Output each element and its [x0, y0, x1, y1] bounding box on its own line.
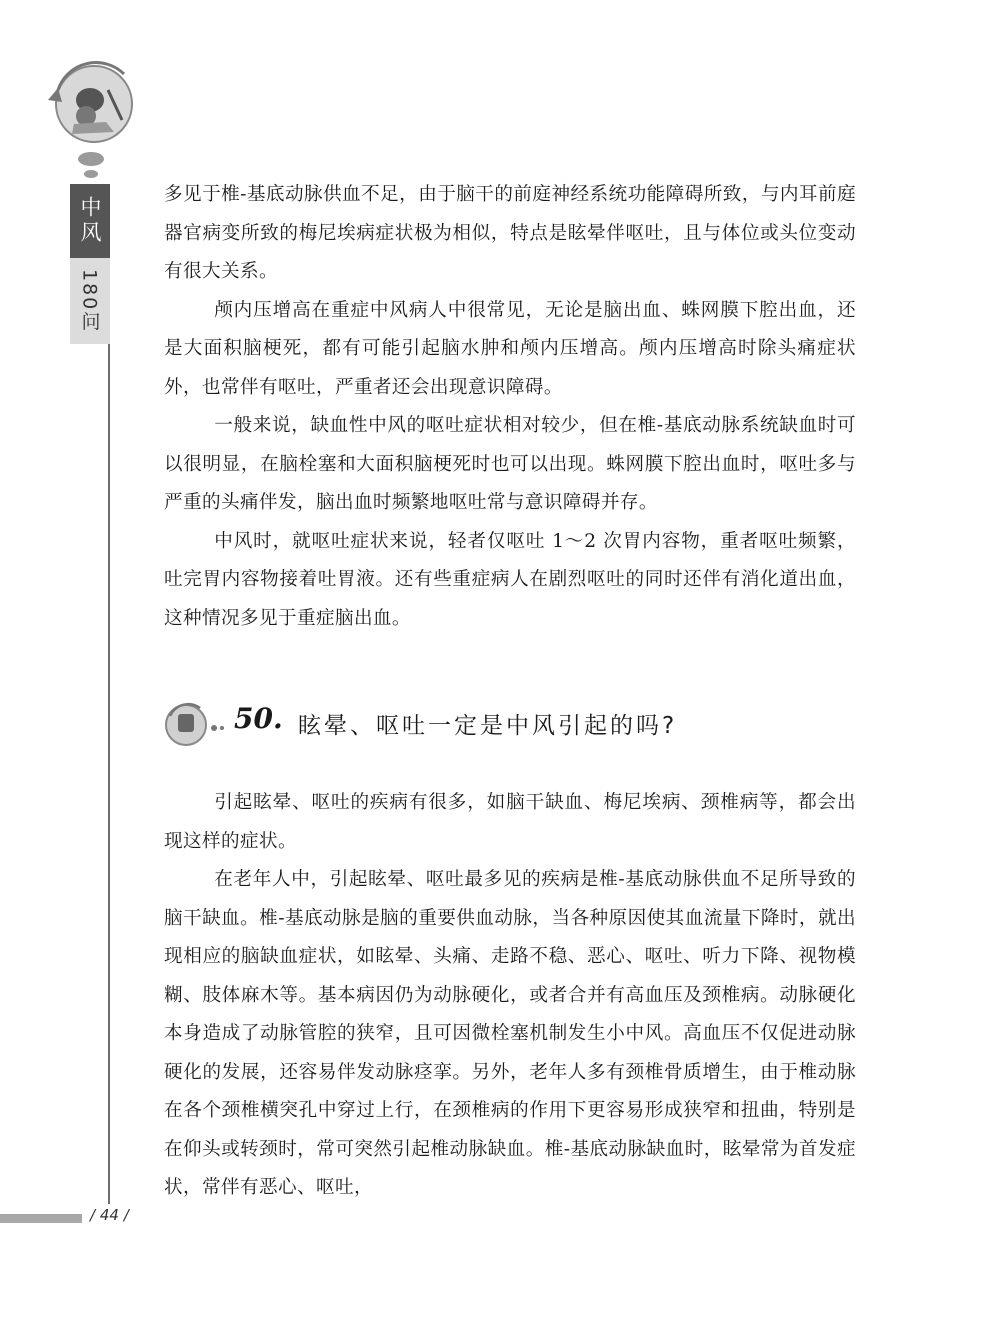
paragraph: 在老年人中，引起眩晕、呕吐最多见的疾病是椎-基底动脉供血不足所导致的脑干缺血。椎-基底动脉是脑的重要供血动脉，当各种原因使其血流量下降时，就出现相应的脑缺血症状，如眩晕、头痛、走路不稳、恶心、呕吐、听力下降、视物模糊、肢体麻木等。基本病因仍为动脉硬化，或者合并有高血压及颈椎病。动脉硬化本身造成了动脉管腔的狭窄，且可因微栓塞机制发生小中风。高血压不仅促进动脉硬化的发展，还容易伴发动脉痉挛。另外，老年人多有颈椎骨质增生，由于椎动脉在各个颈椎横突孔中穿过上行，在颈椎病的作用下更容易形成狭窄和扭曲，特别是在仰头或转颈时，常可突然引起椎动脉缺血。椎-基底动脉缺血时，眩晕常为首发症状，常伴有恶心、呕吐， [164, 869, 856, 1198]
page-number: / 44 / [90, 1206, 129, 1224]
section-heading [164, 698, 856, 754]
side-rule [108, 344, 110, 1204]
paragraph: 一般来说，缺血性中风的呕吐症状相对较少，但在椎-基底动脉系统缺血时可以很明显，在脑栓塞和大面积脑梗死时也可以出现。蛛网膜下腔出血时，呕吐多与严重的头痛伴发，脑出血时频繁地呕吐常与意识障碍并存。 [164, 415, 856, 513]
paragraph: 多见于椎-基底动脉供血不足，由于脑干的前庭神经系统功能障碍所致，与内耳前庭器官病变所致的梅尼埃病症状极为相似，特点是眩晕伴呕吐，且与体位或头位变动有很大关系。 [164, 184, 856, 282]
body-text-top [164, 176, 856, 638]
book-subtitle: 180问 [70, 258, 110, 344]
book-title: 中风 [70, 184, 110, 258]
section-title: 眩晕、呕吐一定是中风引起的吗? [298, 713, 678, 739]
page-footer [0, 1208, 140, 1232]
paragraph: 颅内压增高在重症中风病人中很常见，无论是脑出血、蛛网膜下腔出血，还是大面积脑梗死，都有可能引起脑水肿和颅内压增高。颅内压增高时除头痛症状外，也常伴有呕吐，严重者还会出现意识障碍。 [164, 299, 856, 398]
decorative-dot-small [84, 170, 98, 178]
paragraph: 引起眩晕、呕吐的疾病有很多，如脑干缺血、梅尼埃病、颈椎病等，都会出现这样的症状。 [164, 792, 856, 852]
decorative-dot [78, 152, 104, 166]
side-tab [70, 184, 110, 344]
body-text-bottom [164, 784, 856, 1208]
section-icon [164, 702, 214, 748]
page-number-value: 44 [99, 1206, 119, 1224]
paragraph: 中风时，就呕吐症状来说，轻者仅呕吐 1～2 次胃内容物，重者呕吐频繁，吐完胃内容物接着吐胃液。还有些重症病人在剧烈呕吐的同时还伴有消化道出血，这种情况多见于重症脑出血。 [164, 530, 856, 629]
mascot-logo [44, 60, 140, 150]
footer-bar [0, 1214, 82, 1223]
section-number: 50. [234, 702, 283, 735]
